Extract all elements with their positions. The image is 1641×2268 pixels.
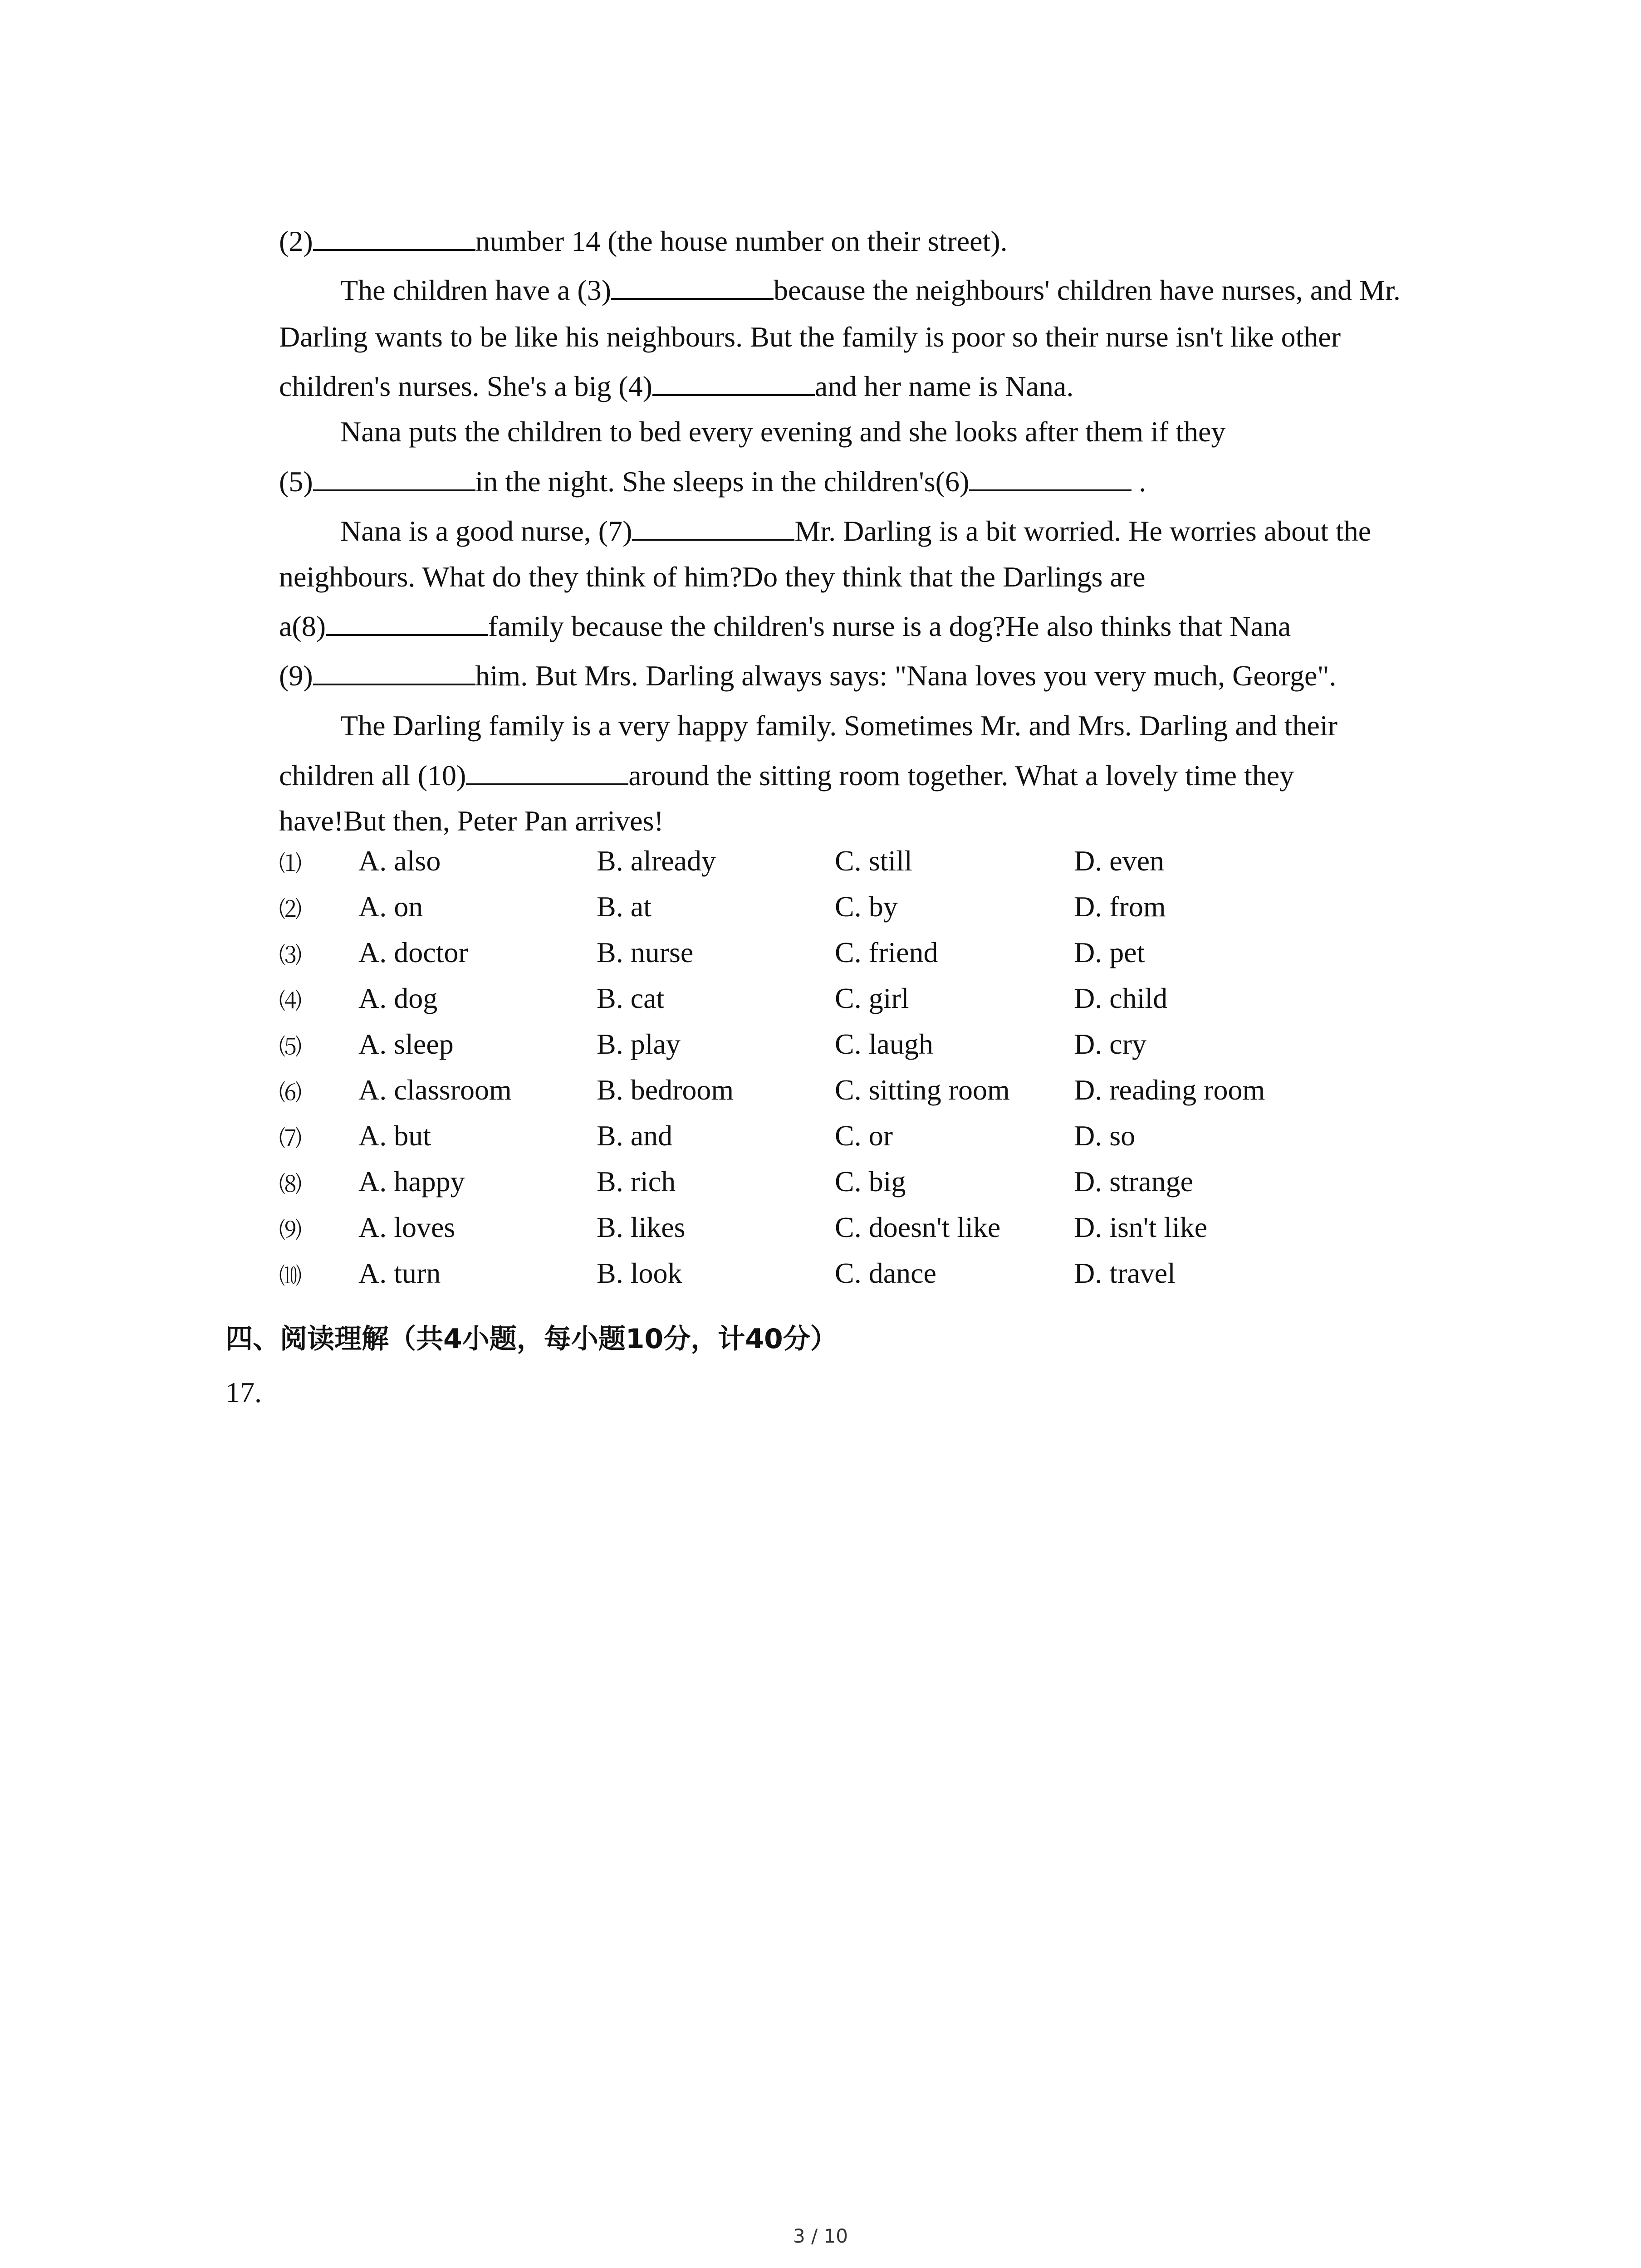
option-d: D. reading room xyxy=(1074,1074,1265,1106)
passage-text: children all (10) xyxy=(279,759,466,792)
passage-text: (2) xyxy=(279,225,313,257)
option-a: A. turn xyxy=(358,1257,441,1289)
section-heading: 四、阅读理解（共4小题，每小题10分，计40分） xyxy=(225,1323,838,1355)
passage-line xyxy=(279,758,1294,794)
option-d: D. even xyxy=(1074,845,1165,877)
option-b: B. rich xyxy=(597,1165,676,1198)
option-a: A. happy xyxy=(358,1165,465,1198)
passage-line xyxy=(340,513,1371,549)
passage-line xyxy=(279,658,1336,694)
option-c: C. sitting room xyxy=(835,1074,1010,1106)
option-a: A. also xyxy=(358,845,441,877)
answer-blank-7 xyxy=(632,513,794,541)
option-a: A. but xyxy=(358,1119,431,1152)
option-a: A. on xyxy=(358,890,423,923)
option-c: C. by xyxy=(835,890,898,923)
option-a: A. loves xyxy=(358,1211,456,1243)
passage-text: (5) xyxy=(279,465,313,498)
option-d: D. so xyxy=(1074,1119,1136,1152)
passage-text: Nana is a good nurse, (7) xyxy=(340,515,632,547)
passage-text: him. But Mrs. Darling always says: "Nana loves you very much, George". xyxy=(475,660,1337,692)
passage-text: The children have a (3) xyxy=(340,274,612,306)
option-b: B. cat xyxy=(597,982,665,1014)
question-number: ⑸ xyxy=(279,1034,302,1060)
question-number: ⑻ xyxy=(279,1171,302,1198)
option-b: B. likes xyxy=(597,1211,686,1243)
answer-blank-9 xyxy=(313,658,475,685)
page-number: 3 / 10 xyxy=(793,2225,848,2247)
option-d: D. from xyxy=(1074,890,1166,923)
passage-text: (9) xyxy=(279,660,313,692)
passage-line xyxy=(279,223,1008,259)
option-b: B. and xyxy=(597,1119,673,1152)
passage-line xyxy=(279,608,1291,645)
answer-blank-6 xyxy=(969,464,1132,491)
passage-text: a(8) xyxy=(279,610,326,642)
option-d: D. travel xyxy=(1074,1257,1176,1289)
option-c: C. friend xyxy=(835,936,938,968)
option-a: A. classroom xyxy=(358,1074,512,1106)
passage-text: because the neighbours' children have nurses, and Mr. xyxy=(774,274,1401,306)
option-b: B. look xyxy=(597,1257,682,1289)
passage-line: The Darling family is a very happy family. Sometimes Mr. and Mrs. Darling and their xyxy=(340,709,1338,742)
option-d: D. pet xyxy=(1074,936,1145,968)
question-number: ⑺ xyxy=(279,1125,302,1152)
option-c: C. still xyxy=(835,845,912,877)
option-c: C. doesn't like xyxy=(835,1211,1001,1243)
option-b: B. nurse xyxy=(597,936,694,968)
passage-text: Mr. Darling is a bit worried. He worries about the xyxy=(794,515,1372,547)
option-b: B. bedroom xyxy=(597,1074,734,1106)
passage-line xyxy=(279,368,1073,405)
answer-blank-5 xyxy=(313,464,475,491)
passage-line: neighbours. What do they think of him?Do they think that the Darlings are xyxy=(279,561,1146,593)
passage-line: have!But then, Peter Pan arrives! xyxy=(279,805,664,837)
question-number: ⑷ xyxy=(279,988,302,1014)
question-number: ⑴ xyxy=(279,850,302,877)
passage-text: children's nurses. She's a big (4) xyxy=(279,370,652,402)
passage-line: Darling wants to be like his neighbours. But the family is poor so their nurse isn't like other xyxy=(279,321,1341,353)
answer-blank-4 xyxy=(652,369,815,396)
passage-text: . xyxy=(1132,465,1146,498)
option-b: B. at xyxy=(597,890,652,923)
question-number: ⑵ xyxy=(279,896,302,923)
option-c: C. big xyxy=(835,1165,906,1198)
question-number: ⑶ xyxy=(279,942,302,968)
passage-line xyxy=(279,464,1146,500)
option-b: B. already xyxy=(597,845,716,877)
question-number: ⑽ xyxy=(279,1263,302,1289)
option-d: D. isn't like xyxy=(1074,1211,1208,1243)
option-c: C. girl xyxy=(835,982,909,1014)
passage-text: family because the children's nurse is a dog?He also thinks that Nana xyxy=(488,610,1291,642)
passage-text: and her name is Nana. xyxy=(814,370,1074,402)
question-number-17: 17. xyxy=(225,1376,262,1408)
option-a: A. sleep xyxy=(358,1028,454,1060)
question-number: ⑹ xyxy=(279,1080,302,1106)
option-a: A. doctor xyxy=(358,936,468,968)
question-number: ⑼ xyxy=(279,1217,302,1243)
answer-blank-3 xyxy=(611,273,774,300)
answer-blank-8 xyxy=(326,609,488,636)
option-d: D. cry xyxy=(1074,1028,1146,1060)
passage-line xyxy=(340,272,1401,308)
passage-text: in the night. She sleeps in the children's(6) xyxy=(475,465,970,498)
option-b: B. play xyxy=(597,1028,681,1060)
passage-text: number 14 (the house number on their street). xyxy=(475,225,1008,257)
answer-blank-2 xyxy=(313,224,475,251)
option-c: C. laugh xyxy=(835,1028,933,1060)
option-a: A. dog xyxy=(358,982,438,1014)
option-c: C. or xyxy=(835,1119,893,1152)
passage-line: Nana puts the children to bed every evening and she looks after them if they xyxy=(340,415,1226,448)
answer-blank-10 xyxy=(466,758,628,785)
passage-text: around the sitting room together. What a lovely time they xyxy=(628,759,1294,792)
option-d: D. child xyxy=(1074,982,1168,1014)
option-c: C. dance xyxy=(835,1257,936,1289)
option-d: D. strange xyxy=(1074,1165,1194,1198)
